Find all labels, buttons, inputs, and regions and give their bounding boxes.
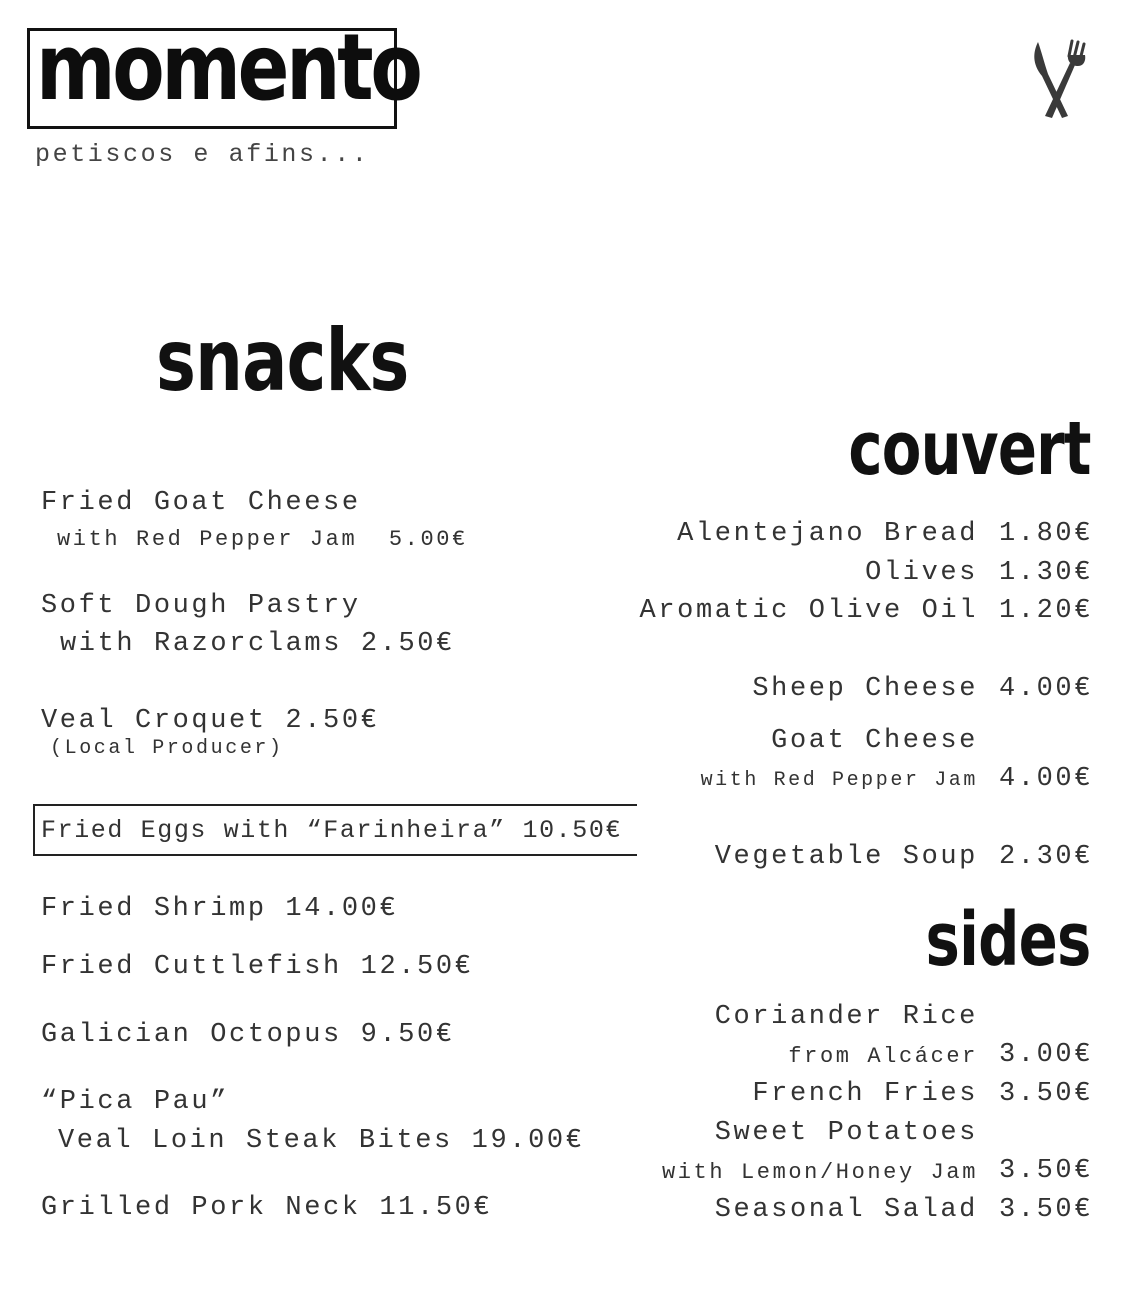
couvert-heading: couvert	[848, 406, 1091, 492]
snack-name: Fried Goat Cheese	[41, 488, 361, 518]
couvert-price: 1.20€	[998, 596, 1093, 626]
snack-name: Fried Cuttlefish 12.50€	[41, 952, 474, 982]
snacks-heading: snacks	[156, 311, 409, 411]
snack-detail: (Local Producer)	[50, 737, 284, 760]
knife-fork-icon	[1028, 38, 1090, 124]
couvert-name: Alentejano Bread	[677, 519, 978, 549]
snack-name-featured: Fried Eggs with “Farinheira” 10.50€	[41, 816, 623, 845]
side-price: 3.50€	[998, 1156, 1093, 1186]
snack-name: Soft Dough Pastry	[41, 591, 361, 621]
snack-detail: with Razorclams 2.50€	[60, 629, 455, 659]
couvert-price: 1.30€	[998, 558, 1093, 588]
side-detail: from Alcácer	[788, 1044, 978, 1069]
couvert-name: Aromatic Olive Oil	[639, 596, 978, 626]
side-name: Seasonal Salad	[714, 1195, 978, 1225]
couvert-detail: with Red Pepper Jam	[700, 769, 978, 792]
couvert-name: Goat Cheese	[771, 726, 978, 756]
snack-name: Grilled Pork Neck 11.50€	[41, 1193, 493, 1223]
couvert-price: 2.30€	[998, 842, 1093, 872]
couvert-name: Olives	[865, 558, 978, 588]
side-price: 3.00€	[998, 1040, 1093, 1070]
snack-name: Veal Croquet 2.50€	[41, 706, 380, 736]
couvert-price: 4.00€	[998, 764, 1093, 794]
snack-name: Fried Shrimp 14.00€	[41, 894, 399, 924]
sides-heading: sides	[925, 897, 1091, 983]
couvert-price: 1.80€	[998, 519, 1093, 549]
snack-name: “Pica Pau”	[41, 1087, 230, 1117]
snack-detail: Veal Loin Steak Bites 19.00€	[58, 1126, 585, 1156]
side-price: 3.50€	[998, 1079, 1093, 1109]
couvert-price: 4.00€	[998, 674, 1093, 704]
side-name: Coriander Rice	[714, 1002, 978, 1032]
side-price: 3.50€	[998, 1195, 1093, 1225]
snack-name: Galician Octopus 9.50€	[41, 1020, 455, 1050]
brand-tagline: petiscos e afins...	[35, 140, 370, 169]
couvert-name: Vegetable Soup	[714, 842, 978, 872]
side-detail: with Lemon/Honey Jam	[661, 1160, 978, 1185]
snack-detail: with Red Pepper Jam 5.00€	[57, 527, 468, 552]
side-name: Sweet Potatoes	[714, 1118, 978, 1148]
brand-logo: momento	[36, 14, 420, 121]
side-name: French Fries	[752, 1079, 978, 1109]
couvert-name: Sheep Cheese	[752, 674, 978, 704]
